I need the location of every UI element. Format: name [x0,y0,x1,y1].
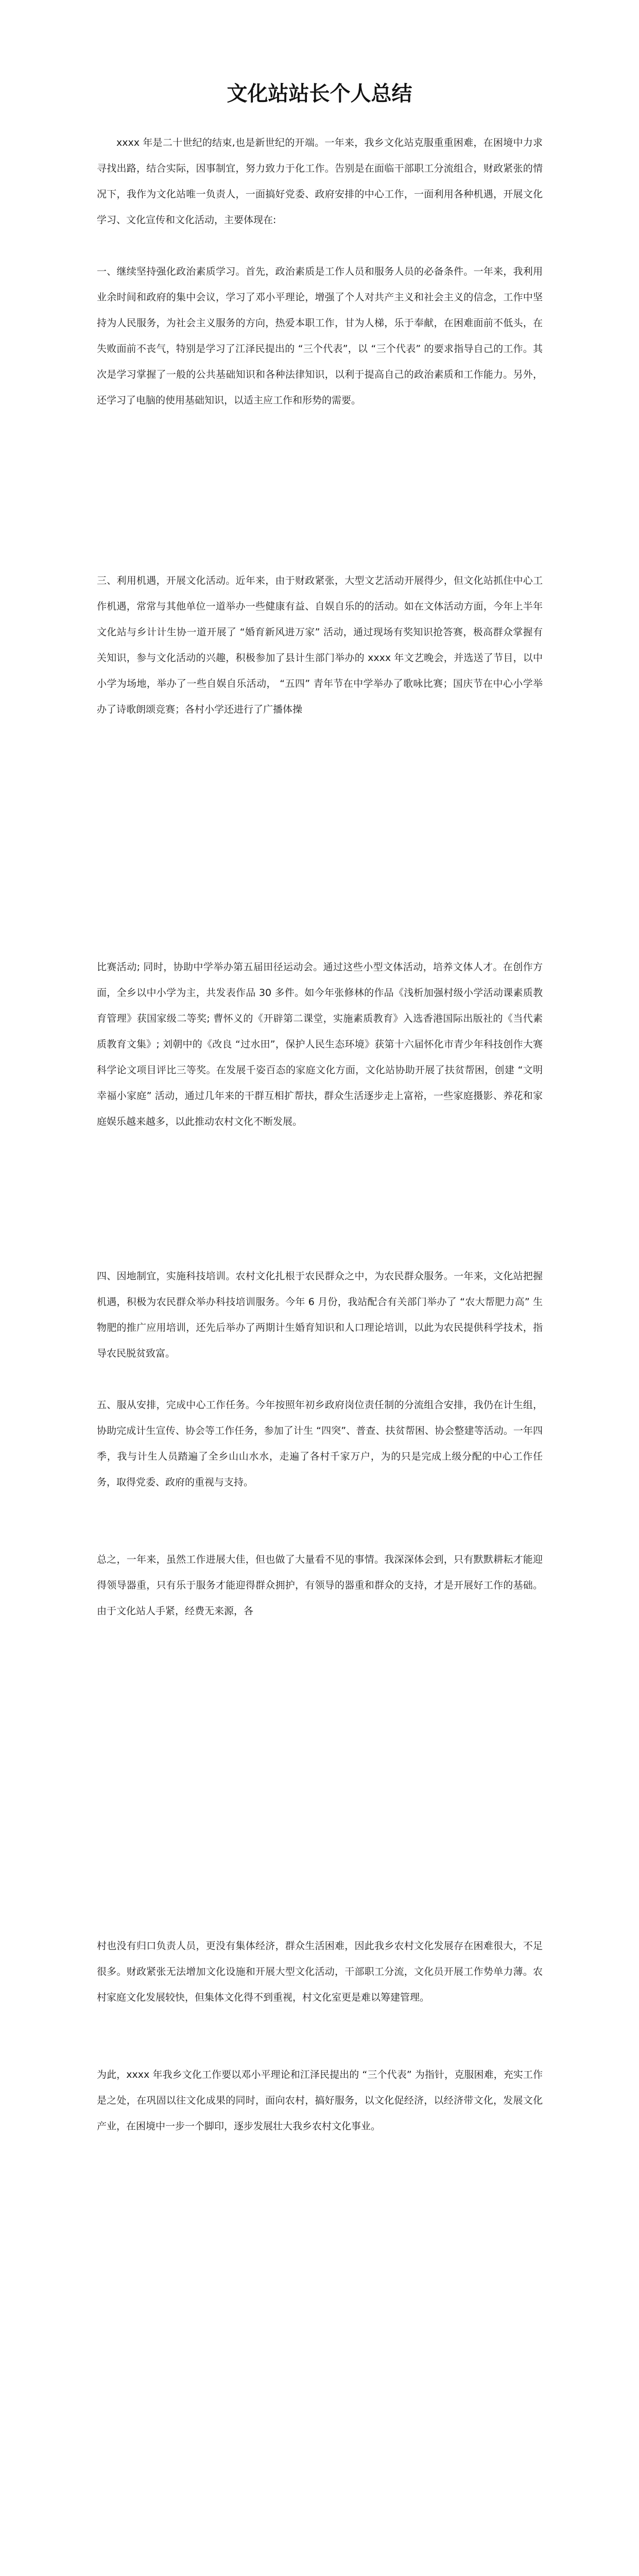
section-3-part-1 [97,568,543,722]
intro-paragraph: xxxx 年是二十世纪的结束,也是新世纪的开端。一年来，我乡文化站克服重重困难，在困境中力求寻找出路，结合实际，因事制宜，努力致力于化工作。告别是在面临干部职工分流组合，财政紧张的情况下，我作为文化站唯一负责人，一面搞好党委、政府安排的中心工作，一面利用各种机遇，开展文化学习、文化宣传和文化活动，主要体现在: [97,137,543,226]
section-1 [97,259,543,413]
summary-part-1 [97,1547,543,1624]
section-4 [97,1263,543,1366]
closing-paragraph: 为此，xxxx 年我乡文化工作要以邓小平理论和江泽民提出的 “三个代表” 为指针，克服困难，充实工作是之处，在巩固以往文化成果的同时，面向农村，搞好服务，以文化促经济，以经济带文化，发展文化产业，在困境中一步一个脚印，逐步发展壮大我乡农村文化事业。 [97,2069,543,2132]
section-3-paragraph-2: 比赛活动; 同时，协助中学举办第五届田径运动会。通过这些小型文体活动，培养文体人才。在创作方面，全乡以中小学为主，共发表作品 30 多件。如今年张修林的作品《浅析加强村级小学活动课素质教育管理》获国家级二等奖; 曹怀义的《开辟第二课堂，实施素质教育》入选香港国际出版社的《当代素质教育文集》; 刘朝中的《改良 “过水田”，保护人民生态环境》获第十六届怀化市青少年科技创作大赛科学论文项目评比三等奖。在发展千姿百态的家庭文化方面，文化站协助开展了扶贫帮困，创建 “文明幸福小家庭” 活动，通过几年来的干群互相扩帮扶，群众生活逐步走上富裕，一些家庭摄影、养花和家庭娱乐越来越多，以此推动农村文化不断发展。 [97,961,543,1127]
section-3-part-2 [97,954,543,1134]
section-1-paragraph: 一、继续坚持强化政治素质学习。首先，政治素质是工作人员和服务人员的必备条件。一年来，我利用业余时间和政府的集中会议，学习了邓小平理论，增强了个人对共产主义和社会主义的信念，工作中坚持为人民服务，为社会主义服务的方向，热爱本职工作，甘为人梯，乐于奉献，在困难面前不低头，在失败面前不丧气，特别是学习了江泽民提出的 “三个代表”，以 “三个代表” 的要求指导自己的工作。其次是学习掌握了一般的公共基础知识和各种法律知识，以利于提高自己的政治素质和工作能力。另外，还学习了电脑的使用基础知识，以适主应工作和形势的需要。 [97,266,543,406]
section-5-paragraph: 五、服从安排，完成中心工作任务。今年按照年初乡政府岗位责任制的分流组合安排，我仍在计生组，协助完成计生宣传、协会等工作任务，参加了计生 “四突”、普查、扶贫帮困、协会整建等活动。一年四季，我与计生人员踏遍了全乡山山水水，走遍了各村千家万户，为的只是完成上级分配的中心工作任务，取得党委、政府的重视与支持。 [97,1399,543,1488]
section-5 [97,1392,543,1495]
document-title: 文化站站长个人总结 [227,81,412,106]
section-4-paragraph: 四、因地制宜，实施科技培训。农村文化扎根于农民群众之中，为农民群众服务。一年来，文化站把握机遇，积极为农民群众举办科技培训服务。今年 6 月份，我站配合有关部门举办了 “农大帮肥力高” 生物肥的推广应用培训，还先后举办了两期计生婚育知识和人口理论培训，以此为农民提供科学技术，指导农民脱贫致富。 [97,1270,543,1359]
closing-section [97,2062,543,2139]
summary-paragraph-1: 总之，一年来，虽然工作进展大佳，但也做了大量看不见的事情。我深深体会到，只有默默耕耘才能迎得领导器重，只有乐于服务才能迎得群众拥护，有领导的器重和群众的支持，才是开展好工作的基础。由于文化站人手紧，经费无来源，各 [97,1554,543,1617]
section-3-paragraph-1: 三、利用机遇，开展文化活动。近年来，由于财政紧张，大型文艺活动开展得少，但文化站抓住中心工作机遇，常常与其他单位一道举办一些健康有益、自娱自乐的的活动。如在文体活动方面，今年上半年文化站与乡计计生协一道开展了 “婚育新风进万家” 活动，通过现场有奖知识抢答赛，极高群众掌握有关知识，参与文化活动的兴趣，积极参加了县计生部门举办的 xxxx 年文艺晚会，并选送了节目，以中小学为场地，举办了一些自娱自乐活动， “五四” 青年节在中学举办了歌咏比赛；国庆节在中心小学举办了诗歌朗颂竞赛；各村小学还进行了广播体操 [97,575,543,715]
summary-part-2 [97,1933,543,2010]
summary-paragraph-2: 村也没有归口负责人员，更没有集体经济，群众生活困难，因此我乡农村文化发展存在困难很大，不足很多。财政紧张无法增加文化设施和开展大型文化活动，干部职工分流，文化员开展工作势单力薄。农村家庭文化发展较快，但集体文化得不到重视，村文化室更是难以筹建管理。 [97,1940,543,2003]
intro-section [97,130,543,233]
